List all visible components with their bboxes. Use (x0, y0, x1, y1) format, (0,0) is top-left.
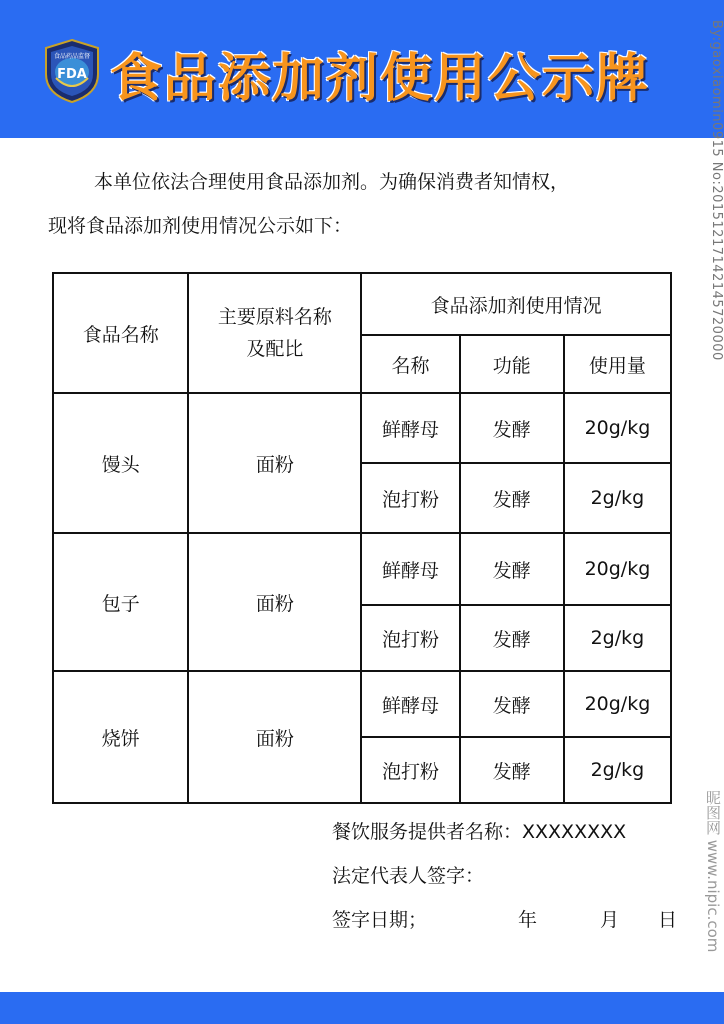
header-raw-material (188, 273, 361, 393)
additive-table (52, 272, 672, 804)
additive-amount-cell: 2g/kg (564, 605, 671, 671)
additive-name-cell: 鲜酵母 (361, 393, 459, 463)
additive-function-cell: 发酵 (460, 671, 564, 737)
intro-text (48, 160, 688, 248)
header-additive-usage: 食品添加剂使用情况 (361, 273, 671, 335)
badge-text: FDA (57, 67, 87, 82)
food-cell: 包子 (53, 533, 188, 671)
fda-badge-icon (42, 38, 102, 104)
material-cell: 面粉 (188, 393, 361, 533)
provider-name: 餐饮服务提供者名称：XXXXXXXX (332, 821, 627, 843)
food-cell: 馒头 (53, 393, 188, 533)
additive-function-cell: 发酵 (460, 737, 564, 803)
table-row (53, 671, 671, 737)
intro-line-2: 现将食品添加剂使用情况公示如下： (48, 215, 353, 237)
food-cell: 烧饼 (53, 671, 188, 803)
header-amount: 使用量 (564, 335, 671, 393)
footer-bar (0, 992, 724, 1024)
legal-rep-signature: 法定代表人签字： (332, 865, 485, 887)
additive-amount-cell: 2g/kg (564, 463, 671, 533)
watermark-right: By:gaoxiaomin0915 No:20151217142145720000 (709, 20, 724, 361)
additive-name-cell: 鲜酵母 (361, 671, 459, 737)
intro-line-1: 本单位依法合理使用食品添加剂。为确保消费者知情权， (94, 171, 570, 193)
badge-arc-text: 食品药品监督 (53, 53, 91, 60)
additive-amount-cell: 20g/kg (564, 393, 671, 463)
additive-function-cell: 发酵 (460, 605, 564, 671)
material-cell: 面粉 (188, 671, 361, 803)
date-month-label: 月 (600, 909, 620, 931)
additive-amount-cell: 20g/kg (564, 671, 671, 737)
header-function: 功能 (460, 335, 564, 393)
header-food-name: 食品名称 (53, 273, 188, 393)
additive-name-cell: 泡打粉 (361, 463, 459, 533)
additive-function-cell: 发酵 (460, 463, 564, 533)
additive-amount-cell: 20g/kg (564, 533, 671, 605)
date-day-label: 日 (658, 909, 678, 931)
sign-date-label: 签字日期； (332, 909, 428, 931)
additive-amount-cell: 2g/kg (564, 737, 671, 803)
additive-function-cell: 发酵 (460, 533, 564, 605)
additive-name-cell: 泡打粉 (361, 737, 459, 803)
page-title: 食品添加剂使用公示牌 (110, 49, 651, 109)
table-row (53, 533, 671, 605)
header-name: 名称 (361, 335, 459, 393)
additive-name-cell: 鲜酵母 (361, 533, 459, 605)
header-raw-material-text: 主要原料名称及配比 (217, 306, 332, 360)
date-year-label: 年 (518, 909, 538, 931)
additive-name-cell: 泡打粉 (361, 605, 459, 671)
watermark-bottom: 昵图网 www.nipic.com (704, 790, 722, 953)
sign-date-line (332, 898, 692, 942)
signature-block (332, 810, 692, 942)
table-row (53, 393, 671, 463)
material-cell: 面粉 (188, 533, 361, 671)
header-bar (0, 0, 724, 138)
additive-function-cell: 发酵 (460, 393, 564, 463)
